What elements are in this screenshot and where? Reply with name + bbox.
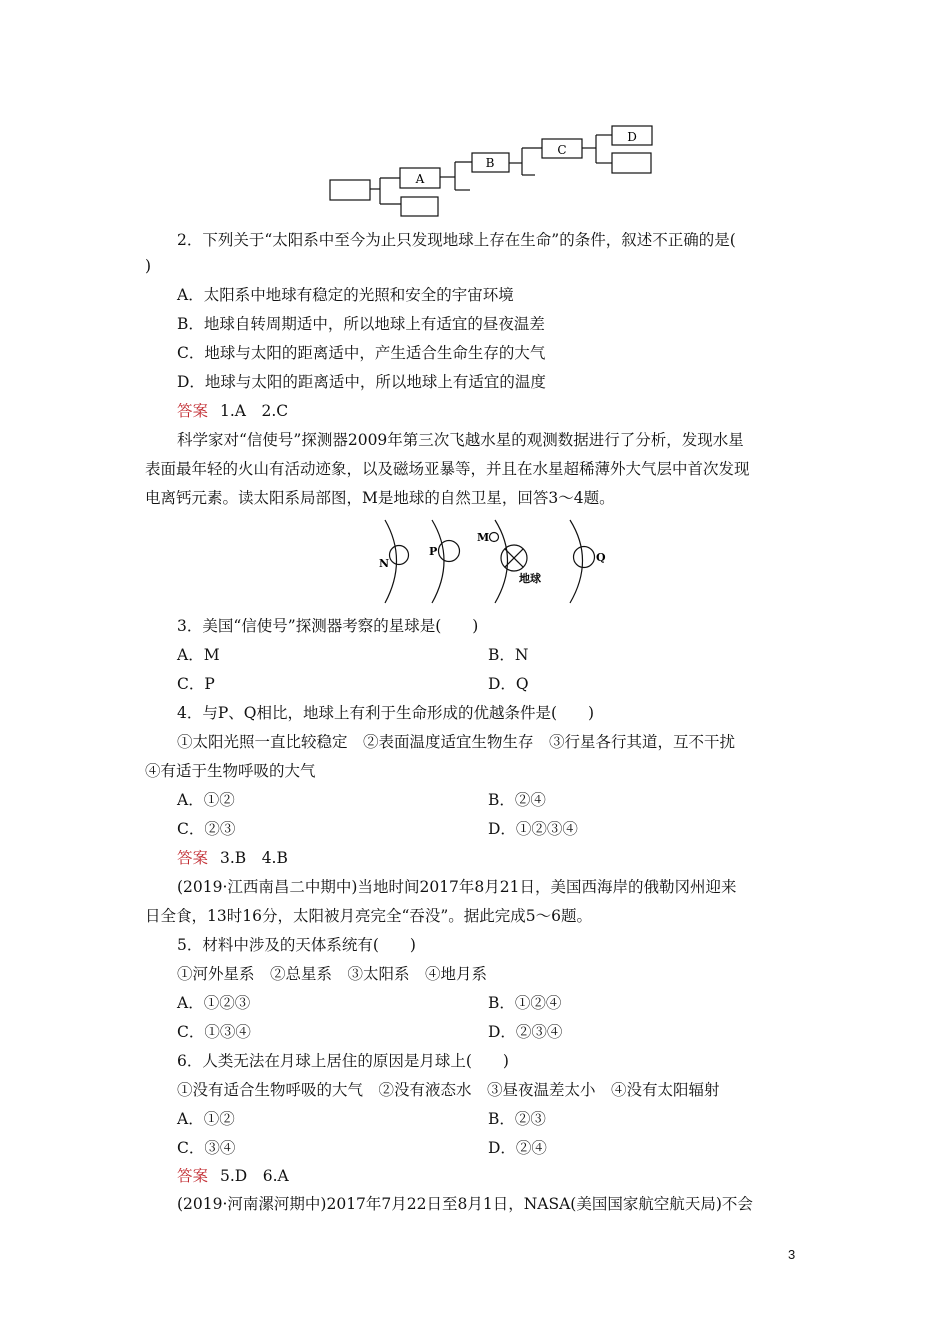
planet-label-m: M <box>477 531 490 544</box>
q2-option-b: B．地球自转周期适中，所以地球上有适宜的昼夜温差 <box>177 315 545 333</box>
q6-option-b: B．②③ <box>488 1110 546 1128</box>
answer-label: 答案 <box>177 849 209 867</box>
q4-items-line-2: ④有适于生物呼吸的大气 <box>145 762 316 780</box>
q5-option-d: D．②③④ <box>488 1023 563 1041</box>
answer-text: 5.D 6.A <box>220 1167 289 1185</box>
passage-3-4-line-3: 电离钙元素。读太阳系局部图，M是地球的自然卫星，回答3～4题。 <box>145 489 615 507</box>
box-label-b: B <box>485 156 495 170</box>
q3-option-b: B．N <box>488 646 529 664</box>
box-label-c: C <box>557 143 567 157</box>
q6-stem: 6．人类无法在月球上居住的原因是月球上( ) <box>177 1052 509 1070</box>
passage-3-4-line-1: 科学家对“信使号”探测器2009年第三次飞越水星的观测数据进行了分析，发现水星 <box>177 431 744 449</box>
q4-option-c: C．②③ <box>177 820 236 838</box>
answer-line-3-4 <box>177 848 288 868</box>
passage-3-4-line-2: 表面最年轻的火山有活动迹象，以及磁场亚暴等，并且在水星超稀薄外大气层中首次发现 <box>145 460 750 478</box>
box-label-d: D <box>627 130 637 144</box>
planet-label-p: P <box>429 545 438 558</box>
q6-option-d: D．②④ <box>488 1139 547 1157</box>
q4-option-a: A．①② <box>177 791 235 809</box>
q3-stem: 3．美国“信使号”探测器考察的星球是( ) <box>177 617 479 635</box>
passage-5-6-line-2: 日全食，13时16分，太阳被月亮完全“吞没”。据此完成5～6题。 <box>145 907 593 925</box>
q6-option-c: C．③④ <box>177 1139 236 1157</box>
planet-label-n: N <box>379 557 390 570</box>
q2-stem-cont: ) <box>145 257 152 275</box>
q5-stem: 5．材料中涉及的天体系统有( ) <box>177 936 416 954</box>
q3-option-a: A．M <box>177 646 220 664</box>
q5-option-b: B．①②④ <box>488 994 562 1012</box>
q5-option-c: C．①③④ <box>177 1023 251 1041</box>
q4-stem: 4．与P、Q相比，地球上有利于生命形成的优越条件是( ) <box>177 704 595 722</box>
answer-label: 答案 <box>177 1167 209 1185</box>
q5-option-a: A．①②③ <box>177 994 251 1012</box>
q3-option-d: D．Q <box>488 675 529 693</box>
passage-5-6-line-1: (2019·江西南昌二中期中)当地时间2017年8月21日，美国西海岸的俄勒冈州迎来 <box>177 878 737 896</box>
q2-option-a: A．太阳系中地球有稳定的光照和安全的宇宙环境 <box>177 286 514 304</box>
answer-text: 1.A 2.C <box>220 402 289 420</box>
q2-option-c: C．地球与太阳的距离适中，产生适合生命生存的大气 <box>177 344 546 362</box>
q5-items: ①河外星系 ②总星系 ③太阳系 ④地月系 <box>177 965 488 983</box>
passage-next-line: (2019·河南漯河期中)2017年7月22日至8月1日，NASA(美国国家航空航天局)不会 <box>177 1195 753 1213</box>
q6-option-a: A．①② <box>177 1110 235 1128</box>
answer-line-1-2 <box>177 401 288 421</box>
hierarchy-diagram <box>320 120 670 220</box>
q3-option-c: C．P <box>177 675 215 693</box>
page-number: 3 <box>788 1247 796 1262</box>
answer-label: 答案 <box>177 402 209 420</box>
planet-label-q: Q <box>596 551 606 564</box>
q4-option-d: D．①②③④ <box>488 820 578 838</box>
q6-items: ①没有适合生物呼吸的大气 ②没有液态水 ③昼夜温差太小 ④没有太阳辐射 <box>177 1081 720 1099</box>
q4-items-line-1: ①太阳光照一直比较稳定 ②表面温度适宜生物生存 ③行星各行其道，互不干扰 <box>177 733 736 751</box>
answer-line-5-6 <box>177 1166 289 1186</box>
box-label-a: A <box>415 172 425 186</box>
solar-system-diagram <box>370 515 630 610</box>
planet-label-earth: 地球 <box>519 572 541 585</box>
q2-stem: 2．下列关于“太阳系中至今为止只发现地球上存在生命”的条件，叙述不正确的是( <box>177 231 736 249</box>
answer-text: 3.B 4.B <box>220 849 288 867</box>
q2-option-d: D．地球与太阳的距离适中，所以地球上有适宜的温度 <box>177 373 546 391</box>
q4-option-b: B．②④ <box>488 791 546 809</box>
